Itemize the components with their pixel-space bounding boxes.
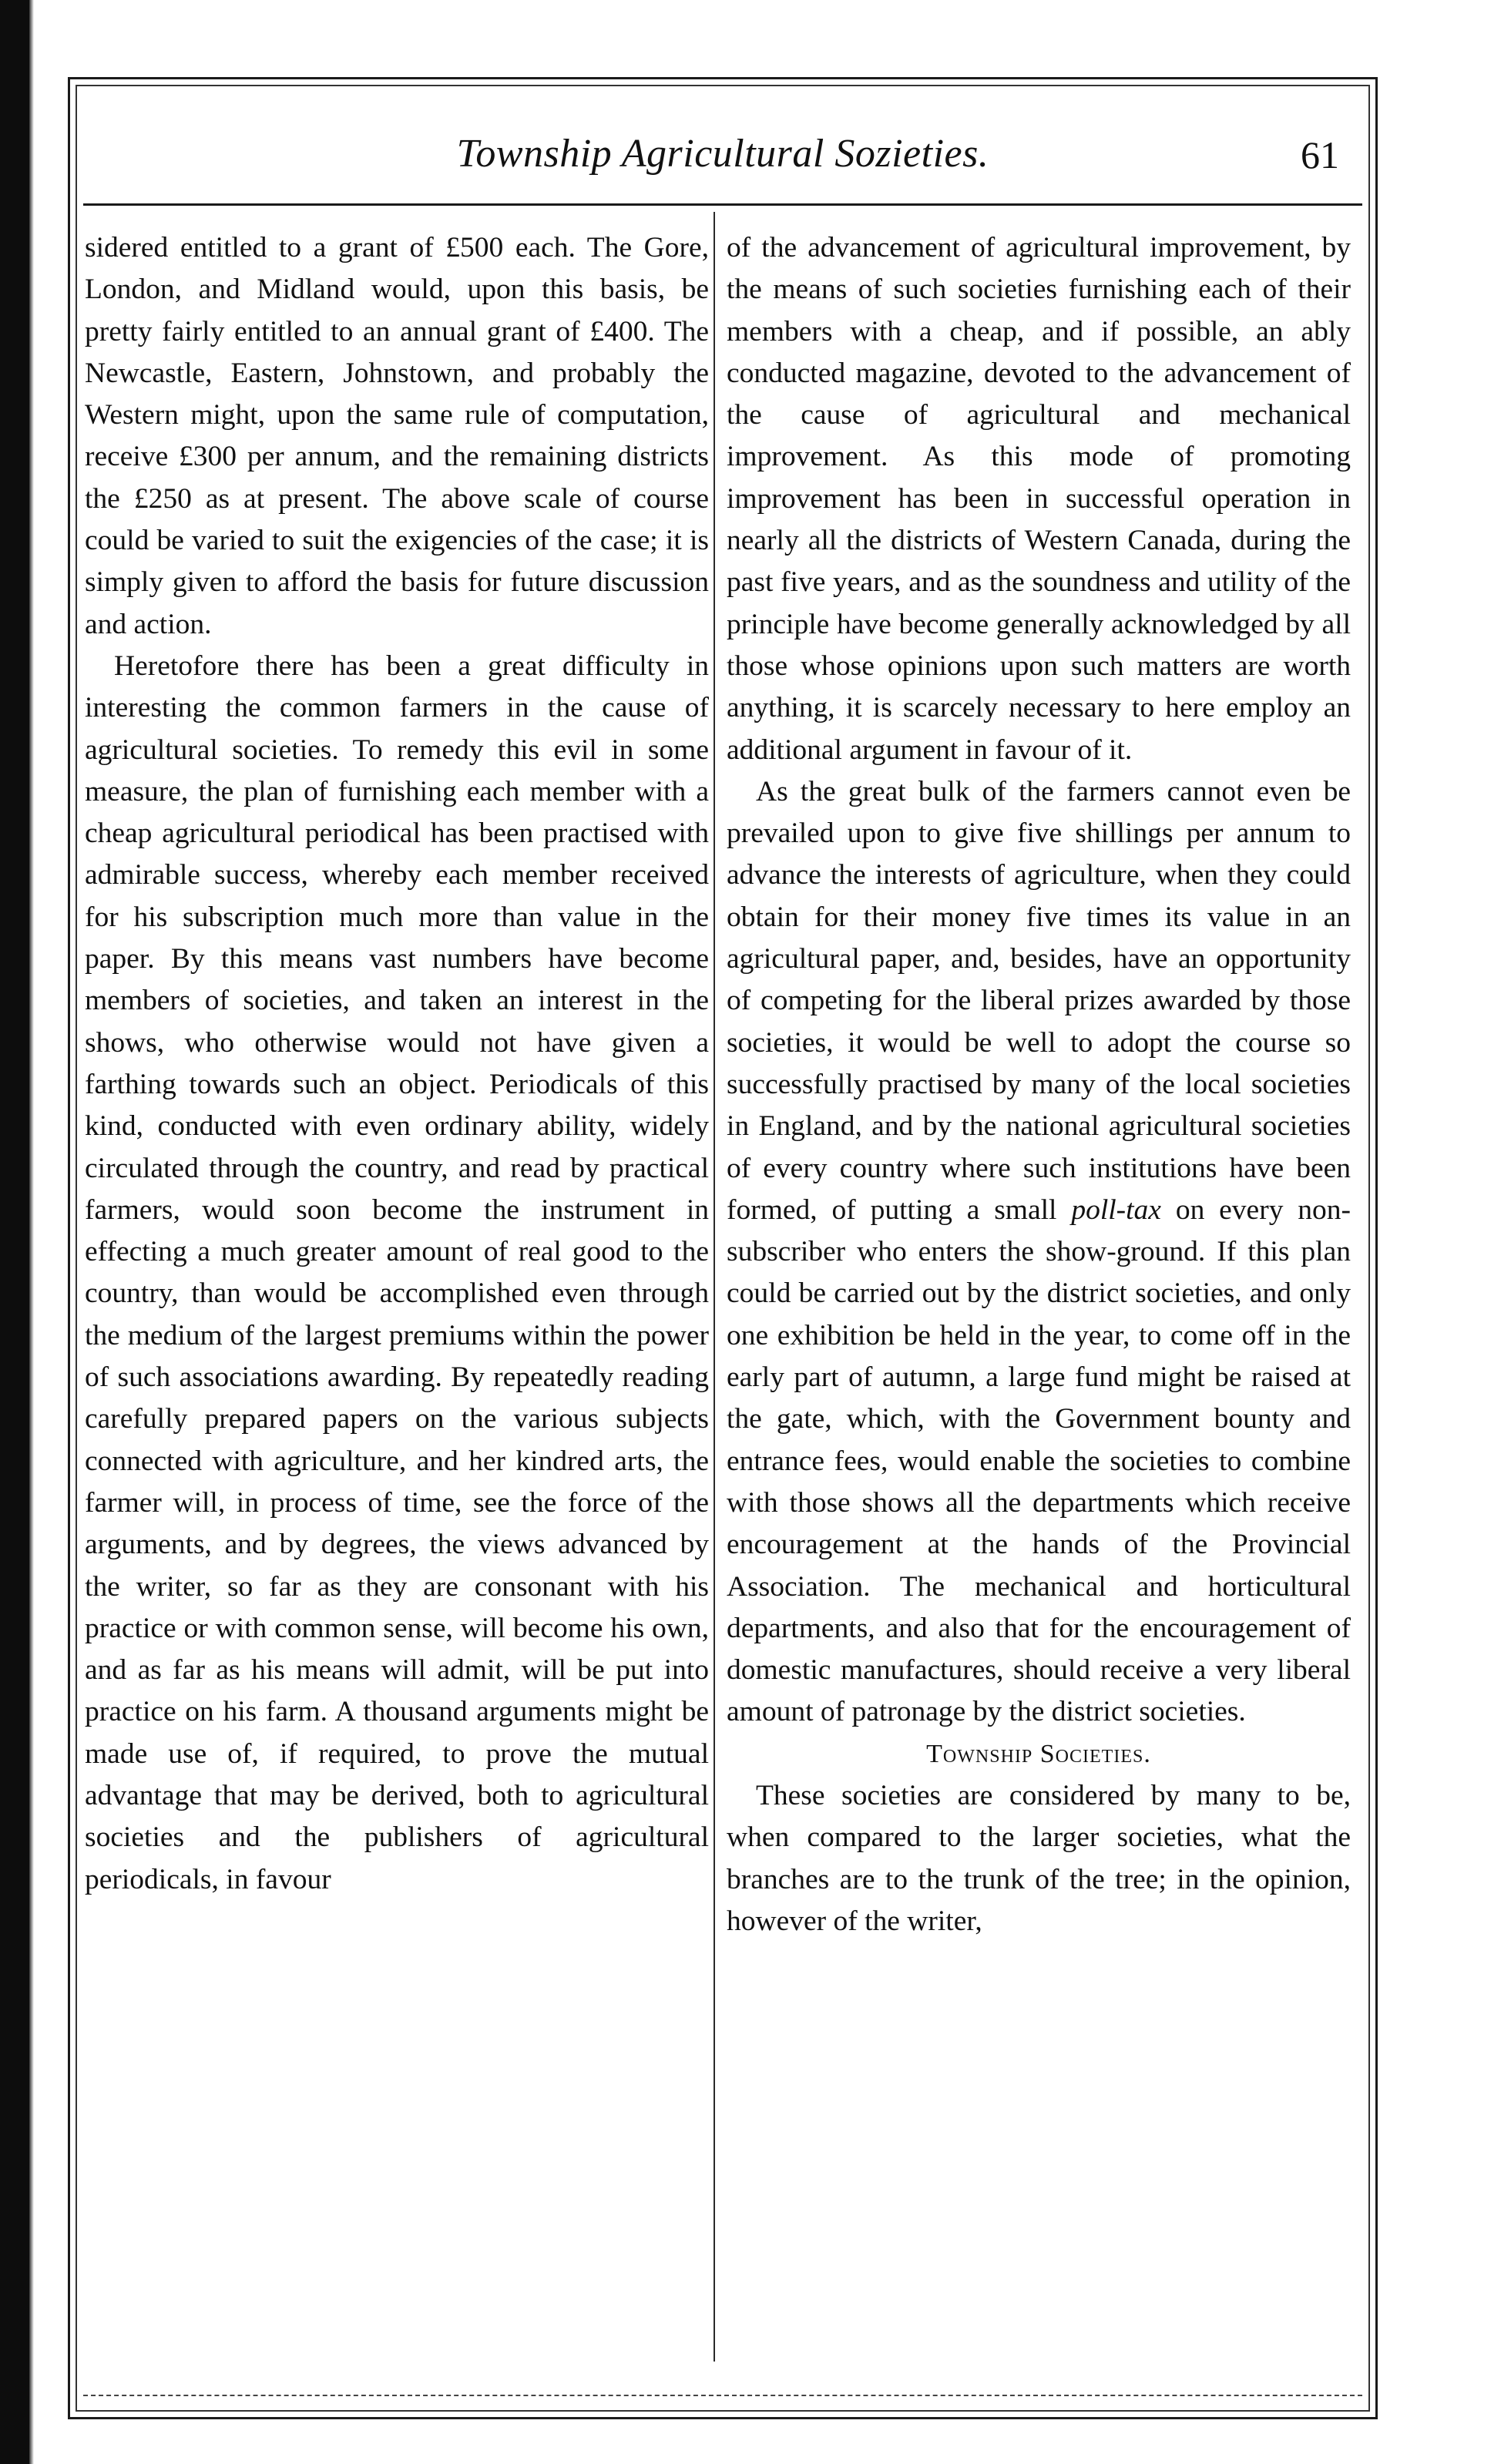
- header-rule: [83, 203, 1362, 206]
- poll-tax-italic: poll-tax: [1071, 1193, 1161, 1226]
- right-paragraph-township: These societies are considered by many to be, when compared to the larger societies, what the branches are to the trunk of the tree; in the opinion, however of the writer,: [727, 1779, 1351, 1937]
- page-number: 61: [1301, 133, 1339, 176]
- column-divider: [714, 212, 715, 2362]
- page-header: [83, 123, 1362, 193]
- right-paragraph-continuation: of the advancement of agricultural improvement, by the means of such societies furnishing each of their members with a cheap, and if possible, an ably conducted magazine, devoted to the advancement of the cause of agricultural and mechanical improvement. As this mode of promoting improvement has been in successful operation in nearly all the districts of Western Canada, during the past five years, and as the soundness and utility of the principle have become generally acknowledged by all those whose opinions upon such matters are worth anything, it is scarcely necessary to here employ an additional argument in favour of it.: [727, 232, 1351, 766]
- section-subheading: Township Societies.: [926, 1739, 1151, 1768]
- left-paragraph-continuation: sidered entitled to a grant of £500 each. The Gore, London, and Midland would, upon this basis, be pretty fairly entitled to an annual grant of £400. The Newcastle, Eastern, Johnstown, and probably the Western might, upon the same rule of computation, receive £300 per annum, and the remaining districts the £250 as at present. The above scale of course could be varied to suit the exigencies of the case; it is simply given to afford the basis for future discussion and action.: [85, 232, 709, 640]
- poll-tax-text-a: As the great bulk of the farmers cannot even be prevailed upon to give five shillings per annum to advance the interests of agriculture, when they could obtain for their money five times its value in an agricultural paper, and, besides, have an opportunity of competing for the liberal prizes awarded by those societies, it would be well to adopt the course so successfully practised by many of the local societies in England, and by the national agricultural societies of every country where such institutions have been formed, of putting a small: [727, 775, 1351, 1226]
- left-column: [85, 227, 709, 1901]
- right-column: [727, 227, 1351, 1942]
- book-page: [68, 77, 1378, 2419]
- spine-edge-gradient: [29, 0, 34, 2464]
- left-paragraph-periodicals: Heretofore there has been a great difficulty in interesting the common farmers in the cause of agricultural societies. To remedy this evil in some measure, the plan of furnishing each member with a cheap agricultural periodical has been practised with admirable success, whereby each member received for his subscription much more than value in the paper. By this means vast numbers have become members of societies, and taken an interest in the shows, who otherwise would not have given a farthing towards such an object. Periodicals of this kind, conducted with even ordinary ability, widely circulated through the country, and read by practical farmers, would soon become the instrument in effecting a much greater amount of real good to the country, than would be accomplished even through the medium of the largest premiums within the power of such associations awarding. By repeatedly reading carefully prepared papers on the various subjects connected with agriculture, and her kindred arts, the farmer will, in process of time, see the force of the arguments, and by degrees, the views advanced by the writer, so far as they are consonant with his practice or with common sense, will become his own, and as far as his means will admit, will be put into practice on his farm. A thousand arguments might be made use of, if required, to prove the mutual advantage that may be derived, both to agricultural societies and the publishers of agricultural periodicals, in favour: [85, 650, 709, 1895]
- book-spine-shadow: [0, 0, 29, 2464]
- right-paragraph-poll-tax: [727, 771, 1351, 1734]
- running-title: Township Agricultural Sozieties.: [456, 132, 989, 176]
- poll-tax-text-b: on every non-subscriber who enters the show-ground. If this plan could be carried out by the district societies, and only one exhibition be held in the year, to come off in the early part of autumn, a large fund might be raised at the gate, which, with the Government bounty and entrance fees, would enable the societies to combine with those shows all the departments which receive encouragement at the hands of the Provincial Association. The mechanical and horticultural departments, and also that for the encouragement of domestic manufactures, should receive a very liberal amount of patronage by the district societies.: [727, 1193, 1352, 1728]
- bottom-rule: [83, 2395, 1362, 2396]
